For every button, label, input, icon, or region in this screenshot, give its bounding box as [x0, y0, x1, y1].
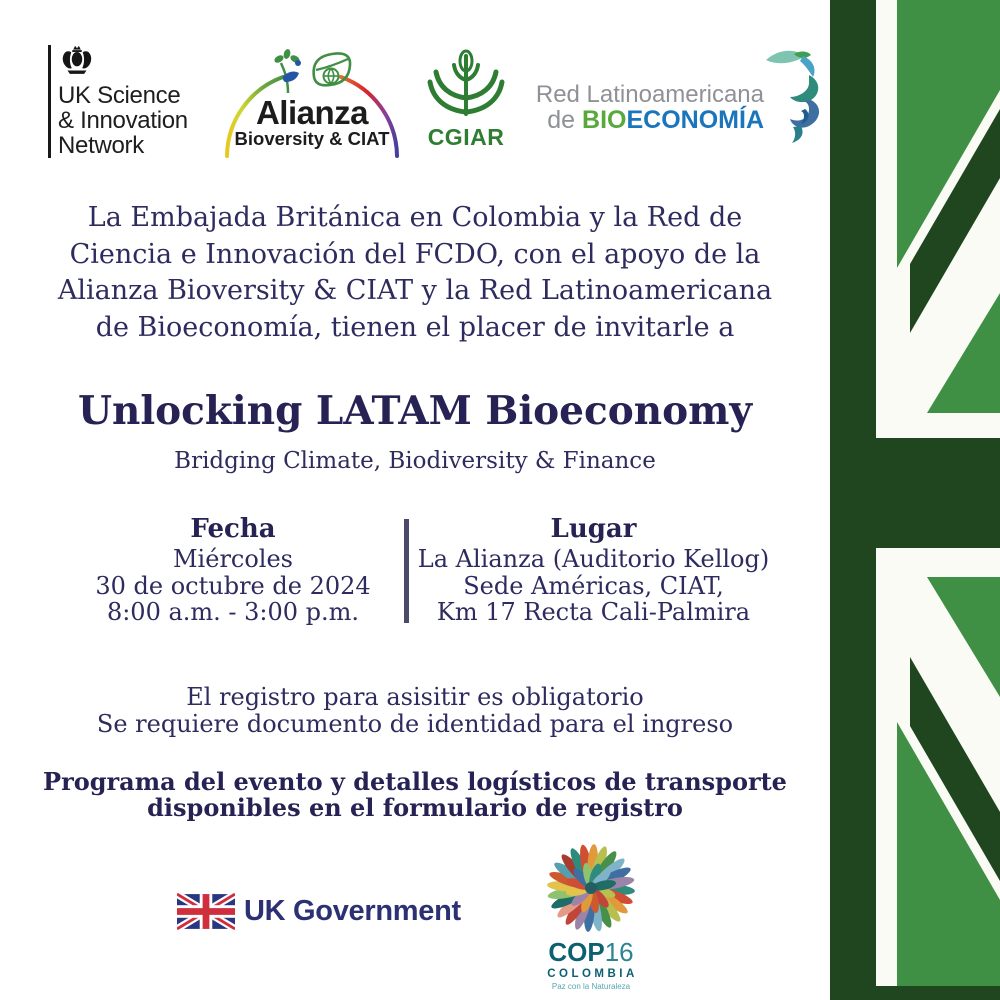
venue-campus: Sede Américas, CIAT, [463, 571, 724, 600]
cgiar-wheat-icon [426, 44, 506, 124]
event-title: Unlocking LATAM Bioeconomy [77, 388, 753, 434]
date-full: 30 de octubre de 2024 [95, 571, 371, 600]
uk-sin-line1: UK Science [58, 82, 181, 109]
bioversity-sprout-icon [272, 48, 304, 94]
event-details [0, 514, 830, 626]
venue-heading: Lugar [550, 514, 637, 544]
intro-line2: Ciencia e Innovación del FCDO, con el apoyo de la [69, 238, 761, 270]
program-note-line1: Programa del evento y detalles logísticos de transporte [43, 767, 787, 796]
program-note [0, 769, 830, 820]
green-union-jack-graphic [830, 0, 1000, 1000]
uk-government-logo [177, 893, 461, 930]
redlatam-bio: BIO [582, 106, 627, 134]
registration-line2: Se requiere documento de identidad para el ingreso [96, 710, 734, 738]
royal-crest-icon [58, 42, 96, 82]
cop16-logo [533, 842, 649, 991]
cgiar-wordmark: CGIAR [427, 124, 505, 150]
venue-name: La Alianza (Auditorio Kellog) [417, 545, 770, 573]
date-time: 8:00 a.m. - 3:00 p.m. [106, 598, 360, 626]
intro-line1: La Embajada Británica en Colombia y la Red de [87, 202, 743, 233]
intro-line3: Alianza Bioversity & CIAT y la Red Latinoamericana [57, 275, 773, 306]
date-day: Miércoles [172, 545, 293, 573]
intro-paragraph [0, 200, 830, 346]
registration-line1: El registro para asisitir es obligatorio [186, 683, 644, 711]
uk-government-wordmark: UK Government [244, 895, 461, 927]
alianza-wordmark: Alianza [255, 94, 369, 131]
ciat-leaf-globe-icon [308, 48, 354, 94]
cop16-country: COLOMBIA [547, 968, 638, 980]
uk-sin-divider-bar [48, 45, 51, 158]
venue-address: Km 17 Recta Cali-Palmira [436, 598, 751, 626]
uk-sin-wordmark [58, 83, 188, 158]
redlatam-economia: ECONOMÍA [626, 106, 764, 134]
latin-america-ribbon-icon [764, 46, 826, 144]
intro-line4: de Bioeconomía, tienen el placer de invitarle a [95, 311, 735, 343]
redlatam-de: de [547, 106, 583, 134]
uk-sin-line2: & Innovation [58, 107, 188, 134]
date-heading: Fecha [190, 514, 276, 544]
redlatam-line1: Red Latinoamericana [535, 81, 764, 108]
event-subtitle: Bridging Climate, Biodiversity & Finance [174, 448, 656, 474]
cgiar-logo [426, 44, 506, 150]
union-jack-icon [177, 893, 235, 930]
cop16-wordmark [533, 939, 649, 965]
cop16-num: 16 [604, 937, 634, 967]
cop16-flower-icon [534, 842, 648, 934]
red-latinoamericana-logo [528, 82, 764, 134]
cop16-cop: COP [548, 937, 605, 967]
program-note-line2: disponibles en el formulario de registro [147, 792, 683, 822]
registration-info [0, 684, 830, 738]
venue-block [409, 514, 830, 626]
alianza-bioversity-ciat-logo [220, 46, 404, 162]
uk-sin-line3: Network [58, 132, 144, 159]
cop16-tagline: Paz con la Naturaleza [551, 982, 631, 991]
redlatam-line2 [528, 107, 764, 134]
date-block [0, 514, 404, 626]
alianza-subtitle: Bioversity & CIAT [234, 128, 390, 149]
